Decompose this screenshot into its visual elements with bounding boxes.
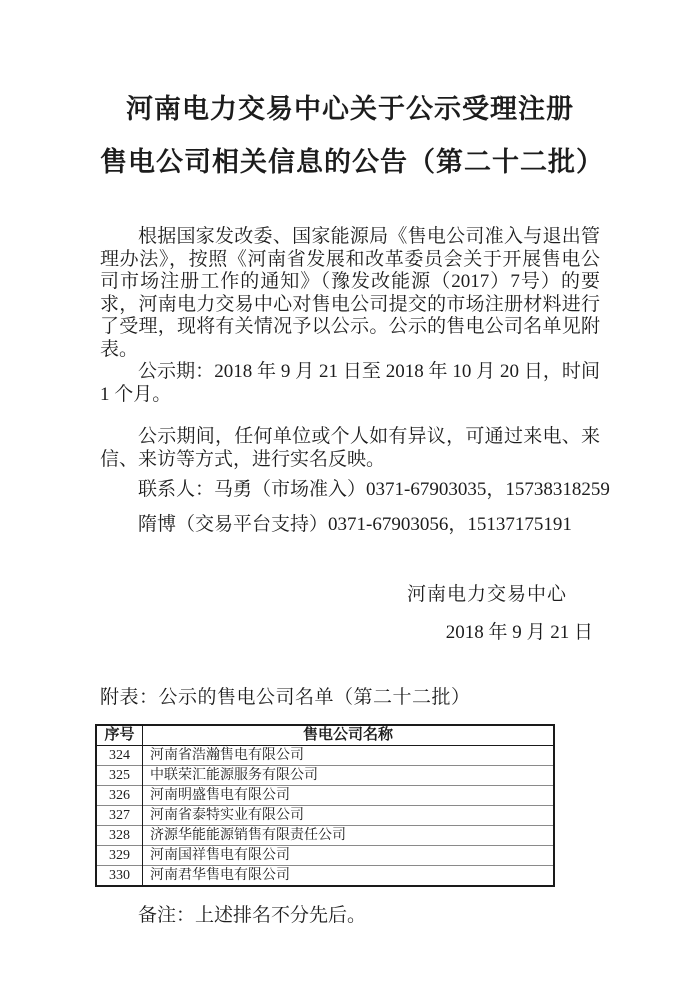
- row-no: 327: [96, 806, 143, 826]
- table-row: [96, 746, 554, 766]
- document-title-line-2: 售电公司相关信息的公告（第二十二批）: [100, 147, 604, 177]
- row-no: 325: [96, 766, 143, 786]
- table-row: [96, 786, 554, 806]
- row-no: 328: [96, 826, 143, 846]
- row-no: 324: [96, 746, 143, 766]
- table-row: [96, 846, 554, 866]
- row-no: 330: [96, 866, 143, 887]
- paragraph-objection: 公示期间，任何单位或个人如有异议，可通过来电、来信、来访等方式，进行实名反映。: [100, 426, 600, 470]
- row-company-name: 河南君华售电有限公司: [143, 866, 555, 887]
- signature-organization: 河南电力交易中心: [406, 584, 567, 605]
- table-row: [96, 766, 554, 786]
- signature-date: 2018 年 9 月 21 日: [445, 622, 593, 643]
- table-row: [96, 866, 554, 887]
- table-header-company-name: 售电公司名称: [143, 725, 555, 746]
- row-company-name: 河南省浩瀚售电有限公司: [143, 746, 555, 766]
- row-company-name: 中联荣汇能源服务有限公司: [143, 766, 555, 786]
- row-company-name: 河南国祥售电有限公司: [143, 846, 555, 866]
- note-line: 备注：上述排名不分先后。: [138, 905, 367, 926]
- table-header-row: [96, 725, 554, 746]
- contact-line-1: 联系人：马勇（市场准入）0371-67903035，15738318259: [138, 479, 610, 500]
- paragraph-intro: 根据国家发改委、国家能源局《售电公司准入与退出管理办法》，按照《河南省发展和改革委员会关于开展售电公司市场注册工作的通知》（豫发改能源（2017）7号）的要求，河南电力交易中心对售电公司提交的市场注册材料进行了受理，现将有关情况予以公示。公示的售电公司名单见附表。: [100, 226, 600, 360]
- company-table: [95, 724, 555, 887]
- contact-line-2: 隋博（交易平台支持）0371-67903056，15137175191: [138, 513, 572, 535]
- row-no: 326: [96, 786, 143, 806]
- row-company-name: 河南省泰特实业有限公司: [143, 806, 555, 826]
- row-no: 329: [96, 846, 143, 866]
- table-caption: 附表：公示的售电公司名单（第二十二批）: [100, 687, 471, 708]
- row-company-name: 济源华能能源销售有限责任公司: [143, 826, 555, 846]
- table-header-no: 序号: [96, 725, 143, 746]
- table-row: [96, 806, 554, 826]
- paragraph-public-period: 公示期：2018 年 9 月 21 日至 2018 年 10 月 20 日，时间 1 个月。: [100, 361, 600, 405]
- table-row: [96, 826, 554, 846]
- document-title-line-1: 河南电力交易中心关于公示受理注册: [126, 94, 574, 124]
- row-company-name: 河南明盛售电有限公司: [143, 786, 555, 806]
